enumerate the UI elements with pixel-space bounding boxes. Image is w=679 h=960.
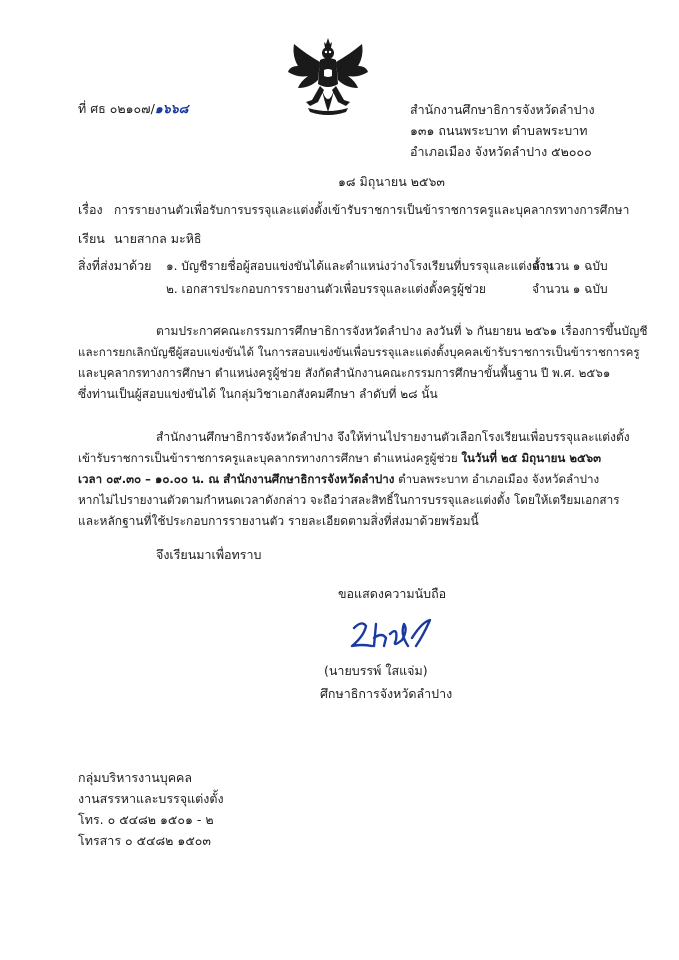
enclosure-qty-1: จำนวน ๑ ฉบับ — [532, 259, 608, 273]
footer-section: งานสรรหาและบรรจุแต่งตั้ง — [78, 791, 224, 806]
signatory-title: ศึกษาธิการจังหวัดลำปาง — [320, 686, 453, 701]
paragraph2-line5: และหลักฐานที่ใช้ประกอบการรายงานตัว รายละเอียดตามสิ่งที่ส่งมาด้วยพร้อมนี้ — [78, 514, 479, 528]
paragraph2-line4: หากไม่ไปรายงานตัวตามกำหนดเวลาดังกล่าว จะถือว่าสละสิทธิ์ในการบรรจุและแต่งตั้ง โดยให้เตรียมเอกสาร — [78, 493, 620, 507]
paragraph1-line2: และการยกเลิกบัญชีผู้สอบแข่งขันได้ ในการสอบแข่งขันเพื่อบรรจุและแต่งตั้งบุคคลเข้ารับราชการเป็นข้าราชการครู — [78, 345, 640, 359]
report-date-bold: ในวันที่ ๒๕ มิถุนายน ๒๕๖๓ — [461, 451, 602, 465]
recipient-name: นายสากล มะหิธิ — [114, 231, 202, 246]
reference-prefix: ที่ ศธ ๐๒๑๐๗/ — [78, 101, 155, 116]
salutation-label: เรียน — [78, 231, 105, 246]
paragraph2-line2-plain: เข้ารับราชการเป็นข้าราชการครูและบุคลากรทางการศึกษา ตำแหน่งครูผู้ช่วย — [78, 451, 462, 465]
complimentary-close: ขอแสดงความนับถือ — [338, 586, 447, 601]
signatory-name: (นายบรรพ์ ใสแจ่ม) — [324, 663, 428, 678]
paragraph2-line3-plain: ตำบลพระบาท อำเภอเมือง จังหวัดลำปาง — [394, 472, 600, 486]
footer-phone: โทร. ๐ ๕๔๘๒ ๑๕๐๑ - ๒ — [78, 812, 214, 827]
subject-text: การรายงานตัวเพื่อรับการบรรจุและแต่งตั้งเข้ารับราชการเป็นข้าราชการครูและบุคลากรทางการศึกษา — [114, 203, 630, 217]
enclosure-item-2: ๒. เอกสารประกอบการรายงานตัวเพื่อบรรจุและแต่งตั้งครูผู้ช่วย — [166, 282, 486, 296]
sender-address-line1: ๑๓๑ ถนนพระบาท ตำบลพระบาท — [410, 123, 588, 138]
footer-fax: โทรสาร ๐ ๕๔๘๒ ๑๕๐๓ — [78, 833, 211, 848]
paragraph1-line4: ซึ่งท่านเป็นผู้สอบแข่งขันได้ ในกลุ่มวิชาเอกสังคมศึกษา ลำดับที่ ๒๘ นั้น — [78, 387, 438, 401]
paragraph2-line2 — [78, 450, 601, 466]
sender-address-line2: อำเภอเมือง จังหวัดลำปาง ๕๒๐๐๐ — [410, 144, 592, 159]
paragraph2-line3 — [78, 471, 599, 487]
paragraph1-line1: ตามประกาศคณะกรรมการศึกษาธิการจังหวัดลำปาง ลงวันที่ ๖ กันยายน ๒๕๖๑ เรื่องการขึ้นบัญชี — [156, 324, 648, 338]
subject-label: เรื่อง — [78, 202, 103, 217]
enclosure-qty-2: จำนวน ๑ ฉบับ — [532, 282, 608, 296]
paragraph2-line1: สำนักงานศึกษาธิการจังหวัดลำปาง จึงให้ท่านไปรายงานตัวเลือกโรงเรียนเพื่อบรรจุและแต่งตั้ง — [156, 430, 630, 444]
enclosure-item-1: ๑. บัญชีรายชื่อผู้สอบแข่งขันได้และตำแหน่งว่างโรงเรียนที่บรรจุและแต่งตั้งฯ — [166, 259, 553, 273]
footer-department: กลุ่มบริหารงานบุคคล — [78, 770, 193, 785]
reference-number — [78, 101, 188, 117]
closing-notice: จึงเรียนมาเพื่อทราบ — [156, 547, 262, 562]
reference-handwritten-number: ๑๖๖๘ — [154, 101, 189, 116]
sender-office: สำนักงานศึกษาธิการจังหวัดลำปาง — [410, 102, 595, 117]
paragraph1-line3: และบุคลากรทางการศึกษา ตำแหน่งครูผู้ช่วย สังกัดสำนักงานคณะกรรมการศึกษาขั้นพื้นฐาน ปี พ.ศ. ๒๕๖๑ — [78, 366, 611, 380]
garuda-emblem-icon — [286, 36, 370, 120]
enclosures-label: สิ่งที่ส่งมาด้วย — [78, 258, 152, 273]
letter-date: ๑๘ มิถุนายน ๒๕๖๓ — [338, 174, 445, 189]
handwritten-signature — [346, 616, 436, 654]
report-time-place-bold: เวลา ๐๙.๓๐ – ๑๐.๐๐ น. ณ สำนักงานศึกษาธิการจังหวัดลำปาง — [78, 472, 395, 486]
